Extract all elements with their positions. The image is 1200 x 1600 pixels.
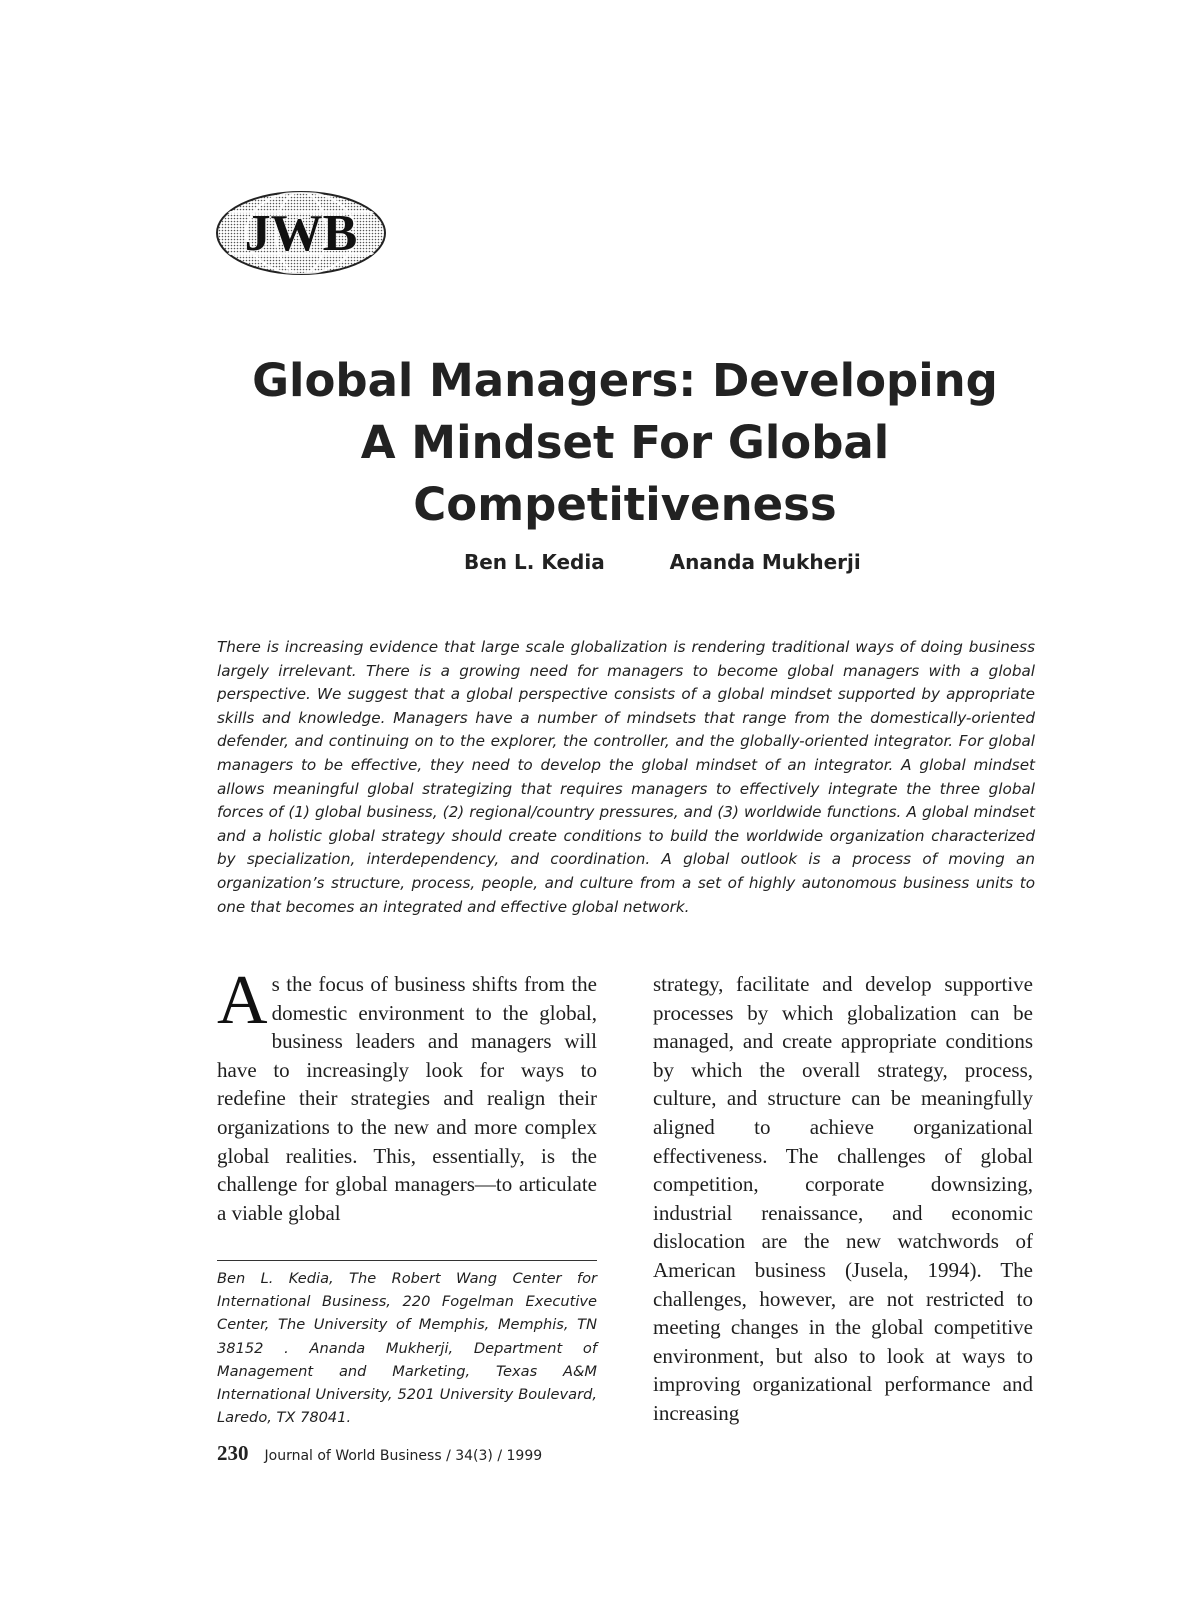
journal-citation: Journal of World Business / 34(3) / 1999 <box>264 1448 543 1464</box>
body-column-right <box>653 970 1033 1428</box>
logo-text: JWB <box>244 205 358 262</box>
journal-logo <box>215 190 387 276</box>
drop-cap: A <box>217 962 268 1039</box>
abstract: There is increasing evidence that large scale globalization is rendering traditional ways of doing business largely irrelevant. There is a growing need for managers to become global managers with a global perspective. We suggest that a global perspective consists of a global mindset supported by appropriate skills and knowledge. Managers have a number of mindsets that range from the domestically-oriented defender, and continuing on to the explorer, the controller, and the globally-oriented integrator. For global managers to be effective, they need to develop the global mindset of an integrator. A global mindset allows meaningful global strategizing that requires managers to effectively integrate the three global forces of (1) global business, (2) regional/country pressures, and (3) worldwide functions. A global mindset and a holistic global strategy should create conditions to build the worldwide organization characterized by specialization, interdependency, and coordination. A global outlook is a process of moving an organization’s structure, process, people, and culture from a set of highly autonomous business units to one that becomes an integrated and effective global network. <box>217 638 1035 916</box>
title-line-2: A Mindset For Global <box>360 416 890 469</box>
article-title <box>200 350 1050 536</box>
title-line-3: Competitiveness <box>413 478 837 531</box>
body-text-left: s the focus of business shifts from the domestic environment to the global, business leaders and managers will have to increasingly look for ways to redefine their strategies and realign their organizations to the new and more complex global realities. This, essentially, is the challenge for global managers—to articulate a viable global <box>217 972 597 1225</box>
body-text-right: strategy, facilitate and develop supportive processes by which globalization can be managed, and create appropriate conditions by which the overall strategy, process, culture, and structure can be meaningfully aligned to achieve organizational effectiveness. The challenges of global competition, corporate downsizing, industrial renaissance, and economic dislocation are the new watchwords of American business (Jusela, 1994). The challenges, however, are not restricted to meeting changes in the global competitive environment, but also to look at ways to improving organizational performance and increasing <box>653 972 1033 1425</box>
author-name: Ananda Mukherji <box>669 550 861 574</box>
author-name: Ben L. Kedia <box>464 550 605 574</box>
globe-logo-icon <box>215 190 387 276</box>
body-column-left <box>217 962 597 1227</box>
footnote-divider <box>217 1260 597 1261</box>
author-list <box>464 550 861 582</box>
page-footer <box>217 1441 542 1466</box>
page-number: 230 <box>217 1441 249 1465</box>
title-line-1: Global Managers: Developing <box>252 354 998 407</box>
author-affiliation-footnote: Ben L. Kedia, The Robert Wang Center for International Business, 220 Fogelman Executive Center, The University of Memphis, Memphis, TN 38152 . Ananda Mukherji, Department of Management and Marketing, Texas A&M International University, 5201 University Boulevard, Laredo, TX 78041. <box>217 1270 597 1427</box>
